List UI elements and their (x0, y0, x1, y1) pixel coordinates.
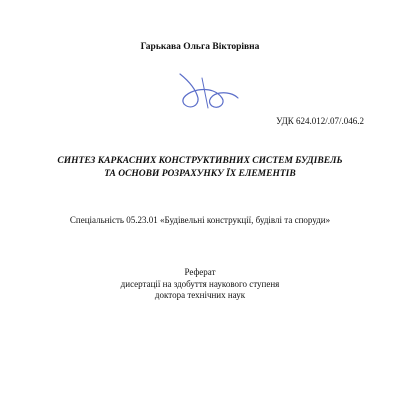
abstract-line-2: дисертації на здобуття наукового ступеня (120, 278, 280, 289)
dissertation-title (0, 155, 400, 181)
abstract-block (0, 267, 400, 302)
specialty-line: Спеціальність 05.23.01 «Будівельні конструкції, будівлі та споруди» (69, 215, 331, 225)
udc-code: УДК 624.012/.07/.046.2 (276, 116, 364, 126)
abstract-heading: Реферат (184, 267, 216, 277)
title-line-2: ТА ОСНОВИ РОЗРАХУНКУ ЇХ ЕЛЕМЕНТІВ (104, 169, 296, 179)
title-line-1: СИНТЕЗ КАРКАСНИХ КОНСТРУКТИВНИХ СИСТЕМ БУДІВЕЛЬ (57, 156, 343, 166)
author-name: Гарькава Ольга Вікторівна (140, 42, 260, 52)
handwritten-signature (172, 68, 242, 116)
abstract-line-3: доктора технічних наук (154, 290, 246, 300)
